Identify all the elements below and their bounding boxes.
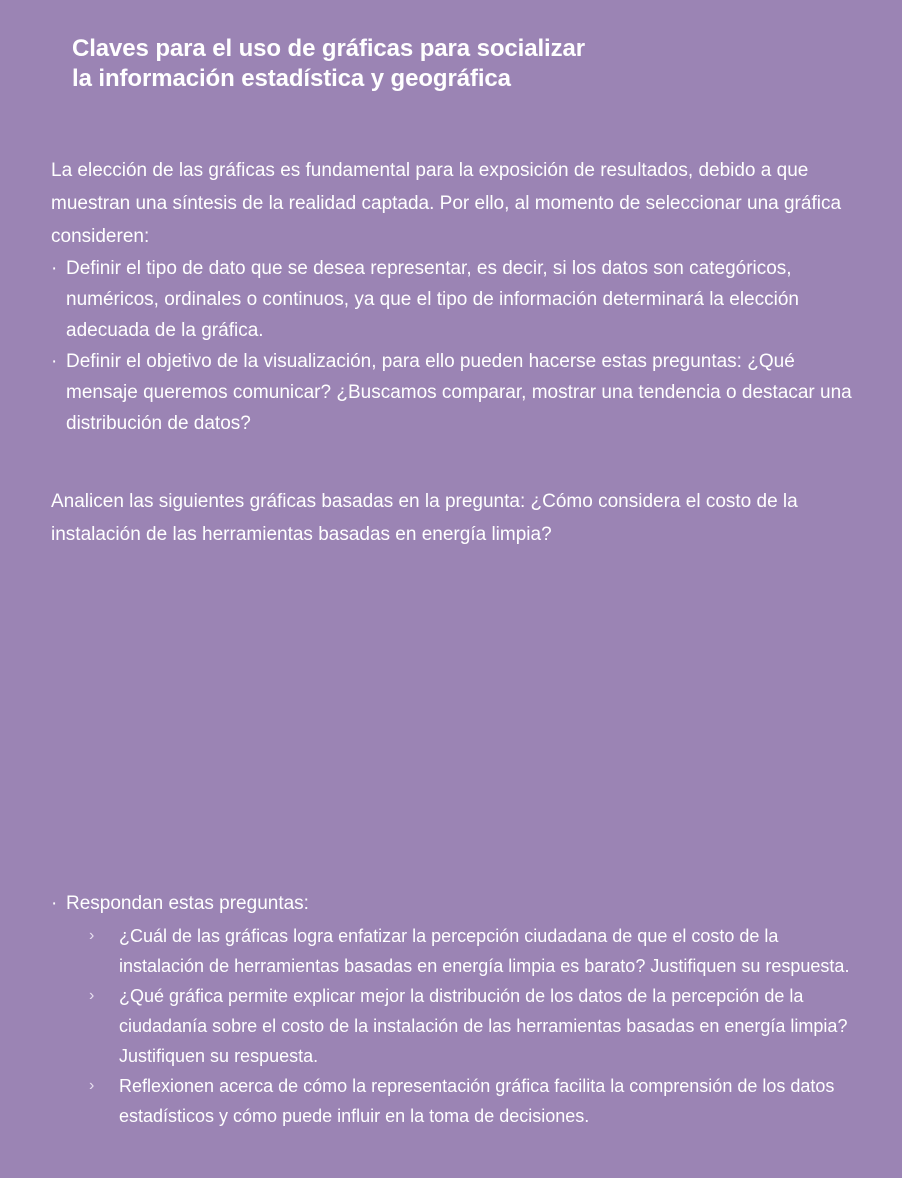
bullet-dot-icon: · (51, 258, 58, 279)
top-bullet-item-1 (51, 253, 866, 346)
bottom-bullet-list (51, 888, 866, 1131)
bottom-bullet-lead-text: Respondan estas preguntas: (66, 893, 309, 914)
bullet-dot-icon: · (51, 351, 58, 372)
top-bullet-item-2-text: Definir el objetivo de la visualización, para ello pueden hacerse estas preguntas: ¿Qué mensaje queremos comunicar? ¿Buscamos comparar, mostrar una tendencia o destacar una distribución de datos? (66, 351, 852, 434)
top-bullet-list (51, 253, 866, 439)
top-bullet-item-2 (51, 346, 866, 439)
page-title-line-2: la información estadística y geográfica (72, 65, 511, 92)
page-title (72, 34, 862, 94)
chevron-right-icon: › (89, 927, 95, 944)
intro-paragraph: La elección de las gráficas es fundamental para la exposición de resultados, debido a que muestran una síntesis de la realidad captada. Por ello, al momento de seleccionar una gráfica consideren: (51, 160, 842, 247)
bottom-sub-item-2 (89, 981, 866, 1071)
bottom-sub-item-3-text: Reflexionen acerca de cómo la representación gráfica facilita la comprensión de los datos estadísticos y cómo puede influir en la toma de decisiones. (119, 1076, 835, 1126)
chevron-right-icon: › (89, 1077, 95, 1094)
bottom-sub-item-2-text: ¿Qué gráfica permite explicar mejor la distribución de los datos de la percepción de la ciudadanía sobre el costo de la instalación de las herramientas basadas en energía limpia? Justifiquen su respuesta. (119, 986, 848, 1066)
bottom-sub-list (51, 921, 866, 1131)
bottom-bullet-lead (51, 888, 866, 919)
chevron-right-icon: › (89, 987, 95, 1004)
bottom-sub-item-1-text: ¿Cuál de las gráficas logra enfatizar la percepción ciudadana de que el costo de la instalación de herramientas basadas en energía limpia es barato? Justifiquen su respuesta. (119, 926, 850, 976)
page-title-line-1: Claves para el uso de gráficas para socializar (72, 35, 585, 62)
bullet-dot-icon: · (51, 893, 58, 914)
bottom-sub-item-3 (89, 1071, 866, 1131)
bottom-sub-item-1 (89, 921, 866, 981)
charts-placeholder-area (51, 545, 866, 880)
analysis-prompt-paragraph: Analicen las siguientes gráficas basadas en la pregunta: ¿Cómo considera el costo de la instalación de las herramientas basadas en energía limpia? (51, 491, 798, 545)
top-bullet-item-1-text: Definir el tipo de dato que se desea representar, es decir, si los datos son categóricos, numéricos, ordinales o continuos, ya que el tipo de información determinará la elección adecuada de la gráfica. (66, 258, 799, 341)
